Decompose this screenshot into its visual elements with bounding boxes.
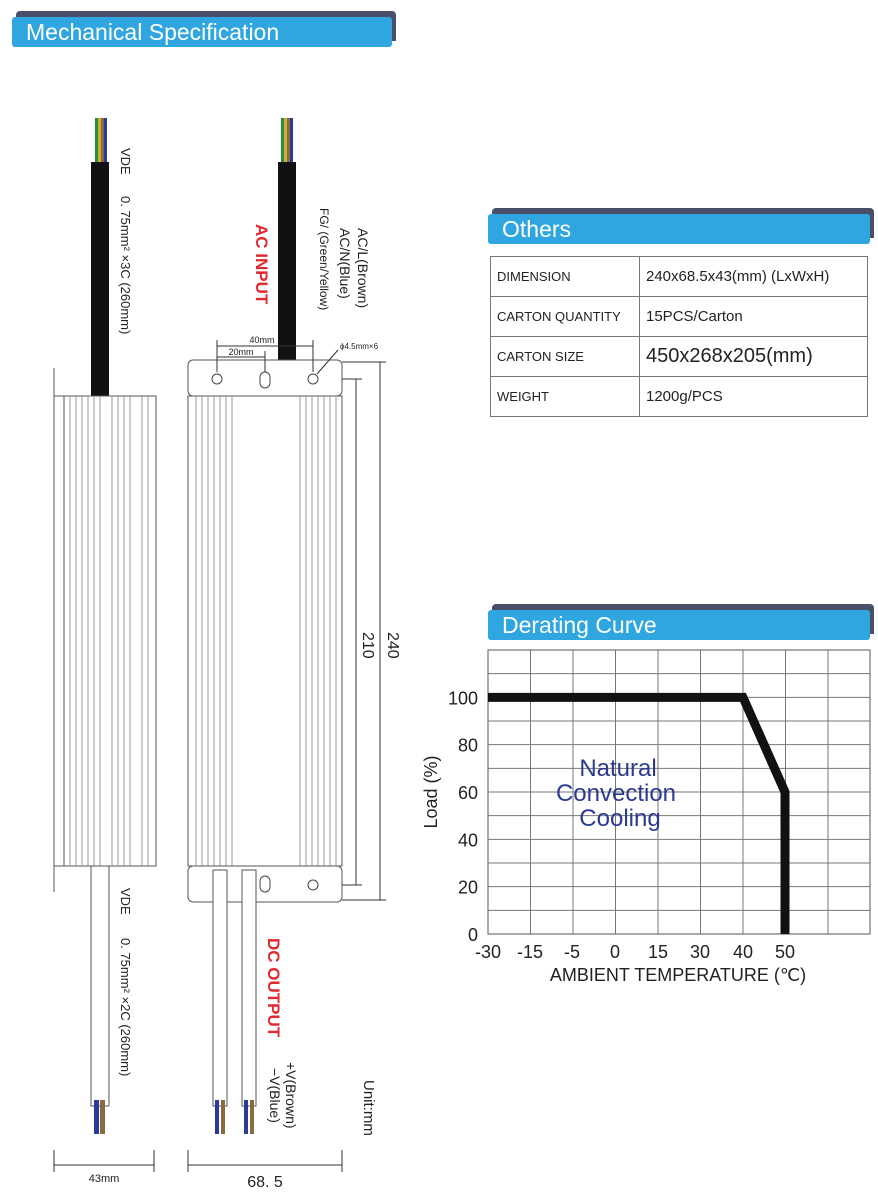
output-cable-side xyxy=(91,866,109,1106)
dim-210: 210 xyxy=(359,632,376,659)
chart-y-label: Load (%) xyxy=(421,755,441,829)
carton-quantity-value: 15PCS/Carton xyxy=(640,297,868,337)
cable-top-spec: 0. 75mm² ×3C (260mm) xyxy=(118,196,133,335)
output-cable-minus xyxy=(242,870,256,1106)
y-tick-label: 0 xyxy=(467,925,478,945)
annotation-convection: Convection xyxy=(555,780,677,807)
v-minus-label: −V(Blue) xyxy=(267,1068,283,1123)
vde-top-label: VDE xyxy=(118,148,133,175)
y-tick-label: 40 xyxy=(457,830,478,851)
dimension-key: DIMENSION xyxy=(491,257,640,297)
wire-green xyxy=(95,118,98,166)
weight-key: WEIGHT xyxy=(491,377,640,417)
annotation-cooling: Cooling xyxy=(579,805,661,832)
ac-input-label: AC INPUT xyxy=(252,224,271,305)
vde-bottom-label: VDE xyxy=(118,888,133,915)
cable-bottom-spec: 0. 75mm² ×2C (260mm) xyxy=(118,938,133,1077)
y-tick-label: 60 xyxy=(457,783,478,803)
dc-output-label: DC OUTPUT xyxy=(264,938,283,1038)
weight-value: 1200g/PCS xyxy=(640,377,868,417)
dim-240: 240 xyxy=(384,632,401,659)
dimension-value: 240x68.5x43(mm) (LxWxH) xyxy=(640,257,868,297)
mechanical-spec-title: Mechanical Specification xyxy=(12,17,392,47)
mounting-flange-bottom xyxy=(188,866,342,902)
x-tick-label: -5 xyxy=(563,942,581,962)
x-tick-label: 0 xyxy=(609,942,621,962)
wire-yellow xyxy=(98,118,101,166)
unit-label: Unit:mm xyxy=(360,1080,377,1136)
x-tick-label: 15 xyxy=(647,942,669,962)
x-tick-label: 50 xyxy=(774,942,796,962)
dim-43: 43mm xyxy=(88,1173,120,1185)
housing-top-view xyxy=(188,396,342,866)
derating-title: Derating Curve xyxy=(488,610,870,640)
y-tick-label: 20 xyxy=(457,877,478,898)
table-row xyxy=(491,257,868,297)
y-tick-label: 80 xyxy=(457,735,478,756)
x-tick-label: -15 xyxy=(516,942,544,962)
hole-spec: ϕ4.5mm×6 xyxy=(340,342,379,351)
carton-quantity-key: CARTON QUANTITY xyxy=(491,297,640,337)
dim-68-5: 68. 5 xyxy=(247,1174,283,1191)
table-row xyxy=(491,377,868,417)
table-row xyxy=(491,297,868,337)
v-plus-label: +V(Brown) xyxy=(283,1062,299,1129)
dim-40: 40mm xyxy=(249,335,275,345)
chart-x-label: AMBIENT TEMPERATURE (℃) xyxy=(549,965,807,985)
table-row xyxy=(491,337,868,377)
others-table xyxy=(490,256,868,417)
y-tick-label: 100 xyxy=(447,688,478,709)
ac-l-label: AC/L(Brown) xyxy=(355,228,371,309)
wire-blue xyxy=(104,118,107,166)
x-tick-label: 40 xyxy=(732,942,754,962)
output-cable-plus xyxy=(213,870,227,1106)
carton-size-value: 450x268x205(mm) xyxy=(640,337,868,377)
fg-label: FG/ (Green/Yellow) xyxy=(317,208,331,311)
wire-brown xyxy=(101,118,104,166)
carton-size-key: CARTON SIZE xyxy=(491,337,640,377)
x-tick-label: -30 xyxy=(474,942,502,962)
dim-20: 20mm xyxy=(228,347,254,357)
x-tick-label: 30 xyxy=(689,942,711,962)
ac-n-label: AC/N(Blue) xyxy=(337,228,353,299)
others-title: Others xyxy=(488,214,870,244)
input-cable-side xyxy=(91,162,109,398)
annotation-natural: Natural xyxy=(579,755,657,782)
